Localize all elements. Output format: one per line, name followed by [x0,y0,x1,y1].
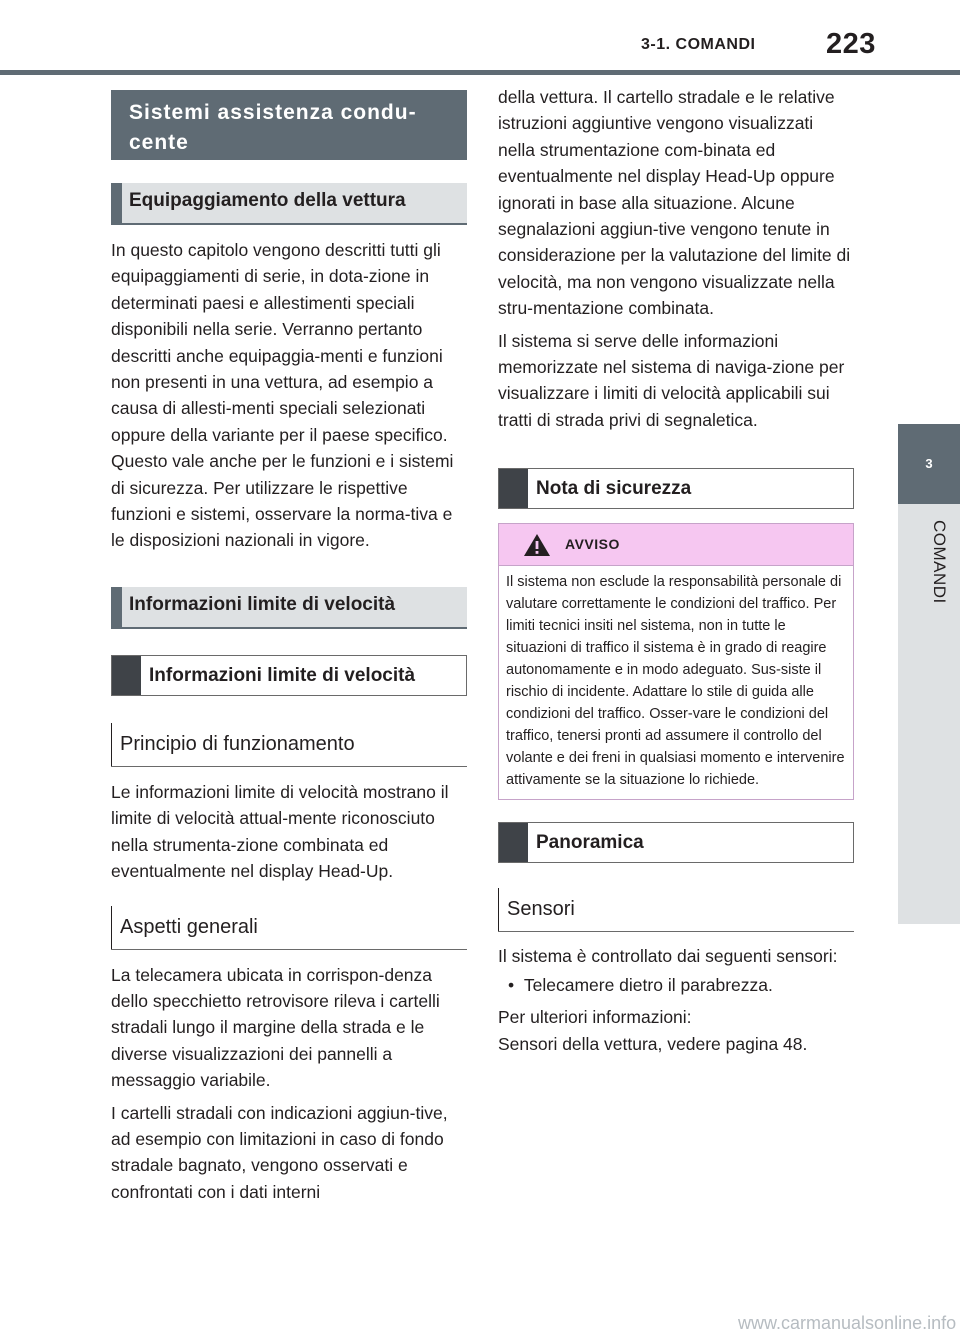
header-divider [0,70,960,75]
equipment-heading: Equipaggiamento della vettura [111,183,467,225]
watermark: www.carmanualsonline.info [738,1313,957,1333]
safety-heading: Nota di sicurezza [498,468,854,509]
left-column [111,90,467,1205]
sensors-bullet-item: • Telecamere dietro il parabrezza. [508,974,773,995]
warning-header [499,524,853,566]
warning-title: AVVISO [565,536,620,553]
page-number: 223 [826,28,876,60]
general-text-2: I cartelli stradali con indicazioni aggiun-tive, ad esempio con limitazioni in caso di fondo stradale bagnato, vengono osservati e confrontati con i dati interni [111,1102,448,1202]
chapter-heading [111,90,467,160]
principle-text: Le informazioni limite di velocità mostrano il limite di velocità attual-mente riconosciuto nella strumenta-zione combinata ed eventualmente nel display Head-Up. [111,781,449,882]
warning-text: Il sistema non esclude la responsabilità personale di valutare correttamente le condizioni del traffico. Per limiti tecnici insiti nel sistema, non in tutte le situazioni di traffico il sistema è in grado di reagire autonomamente e in modo adeguato. Sus-siste il rischio di incidente. Adattare lo stile di guida alle condizioni del traffico. Osser-vare le condizioni del traffico, tenersi pronti ad assumere il controllo del volante e dei freni in qualsiasi momento e intervenire attivamente se la situazione lo richiede. [506,574,845,789]
section-title: 3-1. COMANDI [641,36,756,53]
sensors-heading: Sensori [498,888,854,932]
warning-triangle-icon [523,533,551,557]
equipment-text: In questo capitolo vengono descritti tutti gli equipaggiamenti di serie, in dota-zione in determinati paesi e allestimenti speciali disponibili nella serie. Verranno pertanto descritti anche equipaggia-menti e funzioni non presenti in una vettura, ad esempio a causa di allesti-menti speciali selezionati oppure della variante per il paese specifico. Questo vale anche per le funzioni e i sistemi di sicurezza. Per utilizzare le rispettive funzioni e sistemi, osservare la norma-tiva e le disposizioni nazionali in vigore. [111,240,454,551]
chapter-label: COMANDI [930,520,949,604]
more-info-reference: Sensori della vettura, vedere pagina 48. [498,1033,808,1054]
sensors-bullet-text: Telecamere dietro il parabrezza. [523,974,773,995]
chapter-heading-line1: Sistemi assistenza condu- [129,101,417,124]
side-tab-spacer [898,80,960,420]
principle-heading: Principio di funzionamento [111,723,467,767]
overview-heading: Panoramica [498,822,854,863]
speed-info-subheading: Informazioni limite di velocità [111,655,467,696]
continued-text: della vettura. Il cartello stradale e le relative istruzioni aggiuntive vengono visualizzati nella strumentazione com-binata ed eventualmente nel display Head-Up oppure ignorati in base alla situazione. Alcune segnalazioni aggiun-tive vengono tenute in considerazione per la valutazione del limite di velocità, ma non vengono visualizzate nella stru-mentazione combinata. [498,87,851,319]
general-text-1: La telecamera ubicata in corrispon-denza dello specchietto retrovisore rileva i cartelli stradali lungo il margine della strada e le diverse visualizzazioni dei pannelli a messaggio variabile. [111,964,440,1091]
chapter-number-tab: 3 [898,424,960,504]
general-heading: Aspetti generali [111,906,467,950]
navigation-text: Il sistema si serve delle informazioni memorizzate nel sistema di naviga-zione per visualizzare i limiti di velocità applicabili sui tratti di strada privi di segnaletica. [498,330,845,430]
warning-box [498,523,854,800]
sensors-intro: Il sistema è controllato dai seguenti sensori: [498,946,838,967]
right-column [498,84,854,1057]
speed-info-heading: Informazioni limite di velocità [111,587,467,629]
chapter-heading-line2: cente [129,131,189,154]
more-info-label: Per ulteriori informazioni: [498,1007,692,1028]
